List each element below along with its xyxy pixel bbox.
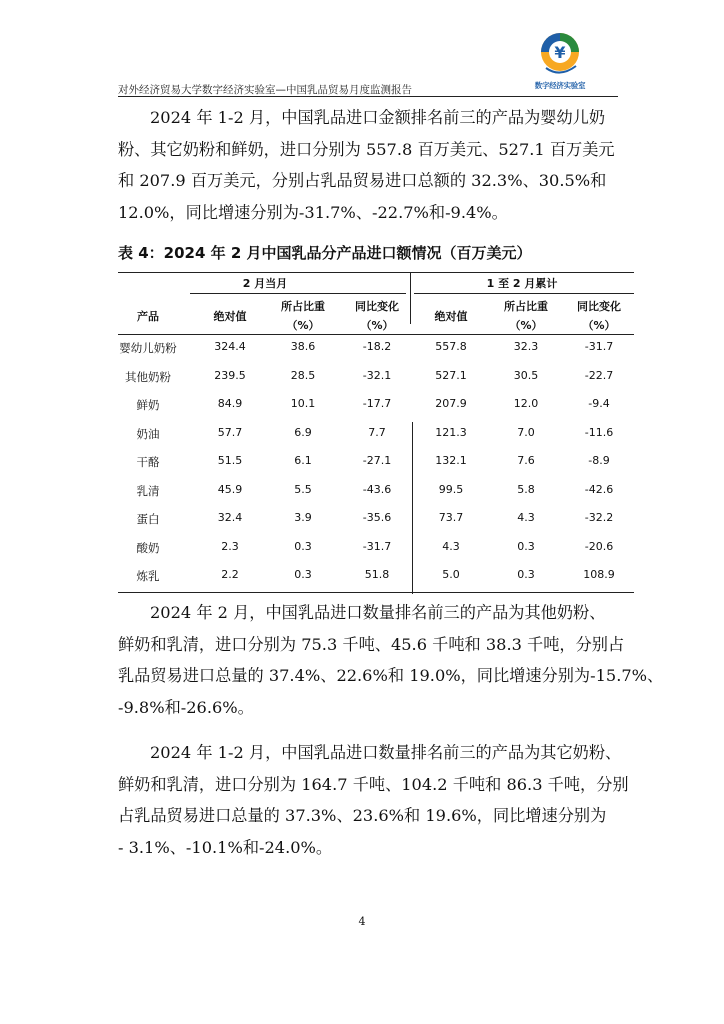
cell-share-cum: 7.6 xyxy=(517,454,535,467)
cell-change-feb: -32.1 xyxy=(362,368,392,382)
table-title: 表 4：2024 年 2 月中国乳品分产品进口额情况（百万美元） xyxy=(118,244,532,262)
import-value-table xyxy=(118,272,634,594)
cell-abs-cum: 557.8 xyxy=(435,340,467,353)
body-divider xyxy=(412,422,413,594)
header-title: 对外经济贸易大学数字经济实验室—中国乳品贸易月度监测报告 xyxy=(118,84,412,96)
cell-product: 蛋白 xyxy=(136,512,160,526)
col-header-share-cum: 所占比重 xyxy=(504,300,548,313)
cell-share-cum: 4.3 xyxy=(517,511,535,524)
paragraph-line: 2024 年 1-2 月，中国乳品进口金额排名前三的产品为婴幼儿奶 xyxy=(150,108,606,127)
cell-share-cum: 0.3 xyxy=(517,568,535,581)
cell-change-cum: -32.2 xyxy=(584,511,614,524)
col-header-product: 产品 xyxy=(137,310,159,323)
paragraph-line: 乳品贸易进口总量的 37.4%、22.6%和 19.0%，同比增速分别为-15.7%、 xyxy=(118,666,664,685)
cell-share-feb: 28.5 xyxy=(290,368,316,382)
paragraph-line: 2024 年 1-2 月，中国乳品进口数量排名前三的产品为其它奶粉、 xyxy=(150,743,622,762)
cell-share-feb: 6.9 xyxy=(294,425,312,439)
col-header-change-unit: （%） xyxy=(582,319,616,332)
paragraph-line: 2024 年 2 月，中国乳品进口数量排名前三的产品为其他奶粉、 xyxy=(150,603,606,622)
cell-product: 鲜奶 xyxy=(136,398,160,412)
cell-abs-cum: 73.7 xyxy=(438,511,464,524)
cell-share-feb: 0.3 xyxy=(294,568,312,581)
page-number: 4 xyxy=(358,915,366,928)
cell-change-cum: -31.7 xyxy=(584,340,614,353)
col-header-share-feb: 所占比重 xyxy=(281,300,325,313)
cell-change-feb: 7.7 xyxy=(368,425,386,439)
cell-abs-cum: 4.3 xyxy=(442,539,460,553)
paragraph-line: 12.0%，同比增速分别为-31.7%、-22.7%和-9.4%。 xyxy=(118,202,508,222)
cell-change-cum: -11.6 xyxy=(584,425,614,439)
cell-share-cum: 12.0 xyxy=(513,397,539,410)
cell-abs-feb: 45.9 xyxy=(217,482,243,496)
cell-abs-cum: 5.0 xyxy=(442,568,460,581)
cell-abs-feb: 84.9 xyxy=(217,397,243,410)
group-header-cumulative: 1 至 2 月累计 xyxy=(486,277,558,290)
cell-abs-cum: 527.1 xyxy=(435,368,467,382)
cell-share-cum: 30.5 xyxy=(513,368,539,382)
cell-change-cum: -20.6 xyxy=(584,539,614,553)
table-header-rule xyxy=(118,334,634,335)
col-header-change-unit: （%） xyxy=(360,319,394,332)
lab-logo xyxy=(520,28,600,96)
cell-abs-feb: 324.4 xyxy=(214,340,246,353)
group-header-feb: 2 月当月 xyxy=(242,277,288,290)
paragraph-1 xyxy=(118,102,618,228)
paragraph-line: -9.8%和-26.6%。 xyxy=(118,697,254,717)
cell-change-feb: -43.6 xyxy=(362,482,392,496)
cell-abs-feb: 32.4 xyxy=(217,511,243,524)
cell-product: 婴幼儿奶粉 xyxy=(119,341,177,355)
cell-product: 奶油 xyxy=(136,426,160,441)
cell-abs-cum: 132.1 xyxy=(435,454,467,467)
col-header-abs-feb: 绝对值 xyxy=(213,310,247,323)
cell-product: 酸奶 xyxy=(136,540,160,555)
cell-share-feb: 3.9 xyxy=(294,511,312,524)
paragraph-3 xyxy=(118,737,629,863)
cell-share-cum: 32.3 xyxy=(513,340,539,353)
cell-share-cum: 0.3 xyxy=(517,539,535,553)
cell-change-cum: -22.7 xyxy=(584,368,614,382)
paragraph-line: 和 207.9 百万美元，分别占乳品贸易进口总额的 32.3%、30.5%和 xyxy=(118,171,607,190)
table-bottom-rule xyxy=(118,592,634,593)
cell-change-feb: -31.7 xyxy=(362,539,392,553)
globe-logo-icon xyxy=(536,28,584,78)
table-top-rule xyxy=(118,272,634,273)
col-header-change-cum: 同比变化 xyxy=(577,300,621,313)
col-header-abs-cum: 绝对值 xyxy=(434,310,468,323)
cell-change-cum: -42.6 xyxy=(584,482,614,496)
cell-product: 干酪 xyxy=(136,455,160,469)
cell-abs-cum: 207.9 xyxy=(435,397,467,410)
cell-abs-feb: 2.2 xyxy=(221,568,239,581)
cell-abs-feb: 57.7 xyxy=(217,425,243,439)
cell-abs-cum: 99.5 xyxy=(438,482,464,496)
cell-abs-feb: 239.5 xyxy=(214,368,246,382)
col-header-share-unit: （%） xyxy=(286,319,320,332)
paragraph-2 xyxy=(118,597,664,723)
cell-change-feb: -35.6 xyxy=(362,511,392,524)
col-header-share-unit: （%） xyxy=(509,319,543,332)
cell-share-feb: 10.1 xyxy=(290,397,316,410)
logo-text: 数字经济实验室 xyxy=(534,81,586,90)
cell-change-feb: -27.1 xyxy=(362,454,392,467)
cell-change-cum: -8.9 xyxy=(588,454,610,467)
cell-product: 炼乳 xyxy=(136,569,160,583)
cell-share-cum: 7.0 xyxy=(517,425,535,439)
cell-product: 其他奶粉 xyxy=(125,369,171,384)
cell-change-cum: 108.9 xyxy=(583,568,615,581)
cell-change-feb: -18.2 xyxy=(362,340,392,353)
paragraph-line: 粉、其它奶粉和鲜奶，进口分别为 557.8 百万美元、527.1 百万美元 xyxy=(118,139,615,159)
cell-abs-cum: 121.3 xyxy=(435,425,467,439)
paragraph-line: - 3.1%、-10.1%和-24.0%。 xyxy=(118,837,333,857)
group-underline-feb xyxy=(190,293,406,294)
page-header xyxy=(118,28,618,94)
group-underline-cum xyxy=(414,293,634,294)
cell-share-feb: 5.5 xyxy=(294,482,312,496)
cell-share-cum: 5.8 xyxy=(517,482,535,496)
cell-abs-feb: 51.5 xyxy=(217,454,243,467)
header-rule xyxy=(118,96,618,97)
col-header-change-feb: 同比变化 xyxy=(355,300,399,313)
svg-text:¥: ¥ xyxy=(554,43,566,62)
cell-product: 乳清 xyxy=(136,483,160,498)
paragraph-line: 鲜奶和乳清，进口分别为 164.7 千吨、104.2 千吨和 86.3 千吨，分别 xyxy=(118,774,629,794)
cell-abs-feb: 2.3 xyxy=(221,539,239,553)
cell-share-feb: 6.1 xyxy=(294,454,312,467)
cell-change-cum: -9.4 xyxy=(588,397,610,410)
cell-share-feb: 0.3 xyxy=(294,539,312,553)
paragraph-line: 占乳品贸易进口总量的 37.3%、23.6%和 19.6%，同比增速分别为 xyxy=(118,806,607,825)
cell-change-feb: -17.7 xyxy=(362,397,392,410)
paragraph-line: 鲜奶和乳清，进口分别为 75.3 千吨、45.6 千吨和 38.3 千吨，分别占 xyxy=(118,634,625,654)
cell-share-feb: 38.6 xyxy=(290,340,316,353)
cell-change-feb: 51.8 xyxy=(364,568,390,581)
